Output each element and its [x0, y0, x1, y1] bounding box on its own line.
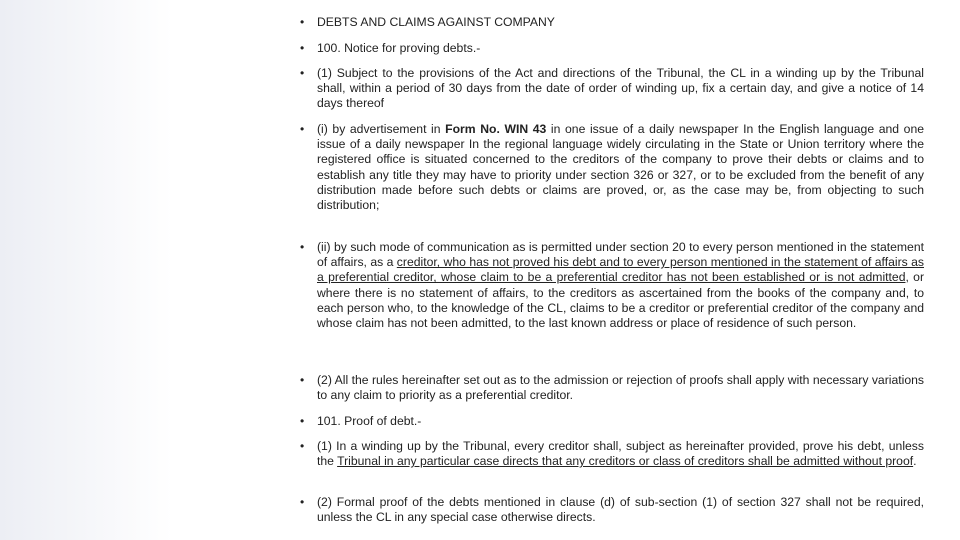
list-item-rule-100	[300, 41, 924, 56]
underlined-text: creditor, who has not proved his debt and to every person mentioned in the statement of affairs as a preferential creditor, whose claim to be a preferential creditor has not been established or is not admitted	[317, 255, 924, 285]
list-item-sub-1	[300, 66, 924, 112]
list-item-text	[317, 240, 924, 331]
bullet-icon: •	[300, 41, 305, 55]
bullet-icon: •	[300, 15, 305, 29]
list-item-clause-ii	[300, 240, 924, 331]
text-part: (ii) by such mode of communication as is permitted under section 20 to every person mentioned in the statement of affairs, as a	[317, 240, 924, 270]
text-part: (i) by advertisement in	[317, 122, 446, 136]
list-item-text: (1) Subject to the provisions of the Act and directions of the Tribunal, the CL in a winding up by the Tribunal shall, within a period of 30 days from the date of order of winding up, fix a certain day, and give a notice of 14 days thereof	[317, 66, 924, 111]
form-reference: Form No. WIN 43	[445, 122, 547, 136]
list-item-rule-101	[300, 414, 924, 429]
list-item-text	[317, 122, 924, 213]
list-item-clause-i	[300, 122, 924, 213]
underlined-text: Tribunal in any particular case directs that any creditors or class of creditors shall be admitted without proof	[337, 454, 914, 469]
bullet-icon: •	[300, 439, 305, 453]
bullet-icon: •	[300, 66, 305, 80]
text-part: (1) In a winding up by the Tribunal, every creditor shall, subject as hereinafter provided, prove his debt, unless the	[317, 439, 924, 469]
text-part: in one issue of a daily newspaper In the English language and one issue of a daily newspaper In the regional language widely circulating in the State or Union territory where the registered office is situated concerned to the creditors of the company to prove their debts or claims and to establish any title they may have to priority under section 326 or 327, or to be excluded from the benefit of any distribution made before such debts or claims are proved, or, as the case may be, from objecting to such distribution;	[317, 122, 924, 213]
bullet-icon: •	[300, 495, 305, 509]
list-item-sub-2	[300, 373, 924, 403]
list-item-text: 101. Proof of debt.-	[317, 414, 422, 428]
text-part: .	[913, 454, 917, 469]
bullet-icon: •	[300, 414, 305, 428]
list-item-101-sub-1	[300, 439, 924, 469]
list-item-text: 100. Notice for proving debts.-	[317, 41, 481, 55]
text-part: , or where there is no statement of affairs, to the creditors as ascertained from the books of the company and, to each person who, to the knowledge of the CL, claims to be a creditor or preferential creditor of the company and whose claim has not been admitted, to the last known address or place of residence of such person.	[317, 270, 924, 331]
list-item-heading	[300, 15, 924, 30]
list-item-text: (2) All the rules hereinafter set out as to the admission or rejection of proofs shall apply with necessary variations to any claim to priority as a preferential creditor.	[317, 373, 924, 403]
bullet-icon: •	[300, 122, 305, 136]
bullet-icon: •	[300, 240, 305, 254]
bullet-icon: •	[300, 373, 305, 387]
list-item-text: DEBTS AND CLAIMS AGAINST COMPANY	[317, 15, 555, 29]
list-item-text: (2) Formal proof of the debts mentioned in clause (d) of sub-section (1) of section 327 shall not be required, unless the CL in any special case otherwise directs.	[317, 495, 924, 525]
list-item-text	[317, 439, 924, 469]
list-item-101-sub-2	[300, 495, 924, 525]
